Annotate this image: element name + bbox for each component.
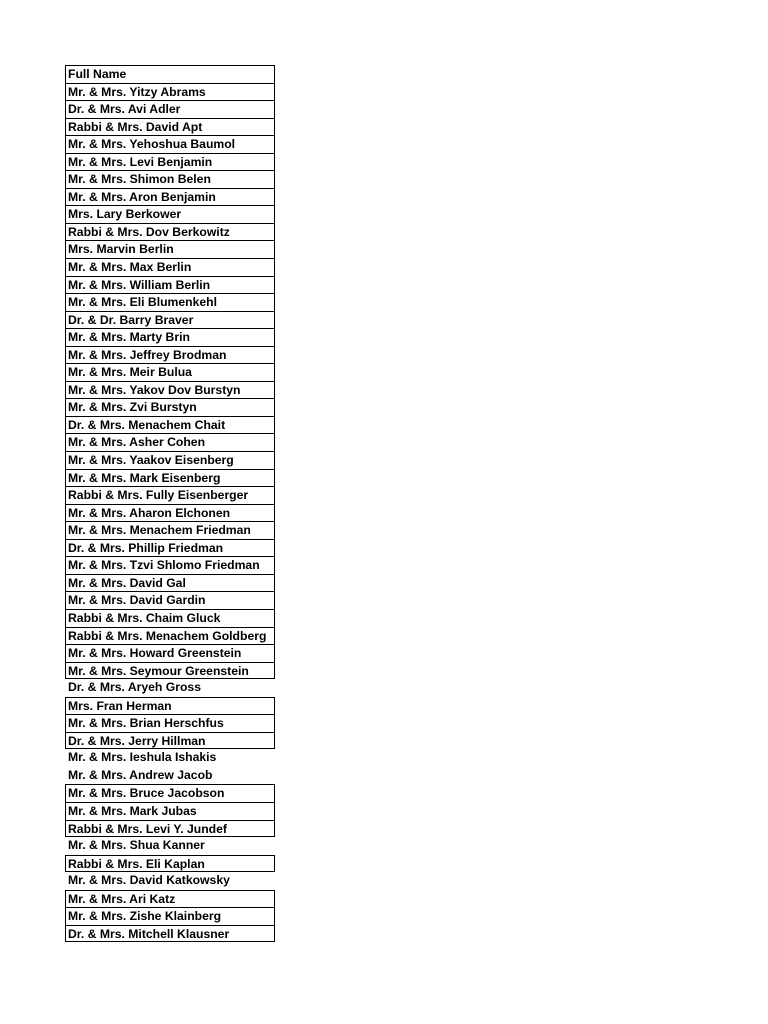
table-row: Dr. & Mrs. Phillip Friedman	[65, 539, 275, 557]
table-row: Mr. & Mrs. Yitzy Abrams	[65, 83, 275, 101]
table-row: Mr. & Mrs. Seymour Greenstein	[65, 662, 275, 680]
table-row: Mr. & Mrs. Marty Brin	[65, 328, 275, 346]
table-row: Dr. & Mrs. Menachem Chait	[65, 416, 275, 434]
table-row: Rabbi & Mrs. Fully Eisenberger	[65, 486, 275, 504]
table-row: Rabbi & Mrs. Menachem Goldberg	[65, 627, 275, 645]
table-row: Dr. & Dr. Barry Braver	[65, 311, 275, 329]
table-row: Mrs. Marvin Berlin	[65, 240, 275, 258]
name-list-table	[65, 65, 275, 942]
table-row: Mr. & Mrs. David Gal	[65, 574, 275, 592]
table-row: Mr. & Mrs. Aharon Elchonen	[65, 504, 275, 522]
table-row: Mr. & Mrs. William Berlin	[65, 276, 275, 294]
column-header-full-name: Full Name	[65, 65, 275, 83]
table-row: Mr. & Mrs. Brian Herschfus	[65, 714, 275, 732]
table-row: Dr. & Mrs. Aryeh Gross	[68, 680, 201, 695]
table-row: Mr. & Mrs. Bruce Jacobson	[65, 784, 275, 802]
table-row: Mr. & Mrs. Asher Cohen	[65, 433, 275, 451]
table-row: Mr. & Mrs. Meir Bulua	[65, 363, 275, 381]
table-row: Mr. & Mrs. Ari Katz	[65, 890, 275, 908]
table-row: Mr. & Mrs. Yaakov Eisenberg	[65, 451, 275, 469]
table-row: Mr. & Mrs. Jeffrey Brodman	[65, 346, 275, 364]
table-row: Mr. & Mrs. Andrew Jacob	[68, 767, 213, 782]
table-row: Mr. & Mrs. David Gardin	[65, 591, 275, 609]
table-row: Rabbi & Mrs. Eli Kaplan	[65, 855, 275, 873]
table-row: Rabbi & Mrs. Levi Y. Jundef	[65, 820, 275, 838]
table-row: Mr. & Mrs. Yakov Dov Burstyn	[65, 381, 275, 399]
table-row: Mr. & Mrs. Shimon Belen	[65, 170, 275, 188]
name-list-rows	[65, 83, 275, 943]
table-row: Mr. & Mrs. Eli Blumenkehl	[65, 293, 275, 311]
table-row: Mr. & Mrs. Tzvi Shlomo Friedman	[65, 556, 275, 574]
table-row: Rabbi & Mrs. Chaim Gluck	[65, 609, 275, 627]
table-row: Dr. & Mrs. Jerry Hillman	[65, 732, 275, 750]
table-row: Mr. & Mrs. Zishe Klainberg	[65, 907, 275, 925]
table-row: Mr. & Mrs. Levi Benjamin	[65, 153, 275, 171]
table-row: Mr. & Mrs. Zvi Burstyn	[65, 398, 275, 416]
table-row: Dr. & Mrs. Mitchell Klausner	[65, 925, 275, 943]
table-row: Mr. & Mrs. Shua Kanner	[68, 838, 205, 853]
table-row: Mr. & Mrs. Yehoshua Baumol	[65, 135, 275, 153]
table-row: Mr. & Mrs. Max Berlin	[65, 258, 275, 276]
table-row: Mr. & Mrs. Mark Jubas	[65, 802, 275, 820]
table-row: Mr. & Mrs. Mark Eisenberg	[65, 469, 275, 487]
table-row: Mr. & Mrs. Menachem Friedman	[65, 521, 275, 539]
table-row: Mr. & Mrs. David Katkowsky	[68, 873, 230, 888]
table-row: Mrs. Lary Berkower	[65, 205, 275, 223]
table-row: Rabbi & Mrs. David Apt	[65, 118, 275, 136]
table-row: Mr. & Mrs. Howard Greenstein	[65, 644, 275, 662]
table-row: Rabbi & Mrs. Dov Berkowitz	[65, 223, 275, 241]
table-row: Mrs. Fran Herman	[65, 697, 275, 715]
table-row: Mr. & Mrs. Aron Benjamin	[65, 188, 275, 206]
table-row: Mr. & Mrs. Ieshula Ishakis	[68, 750, 217, 765]
table-row: Dr. & Mrs. Avi Adler	[65, 100, 275, 118]
